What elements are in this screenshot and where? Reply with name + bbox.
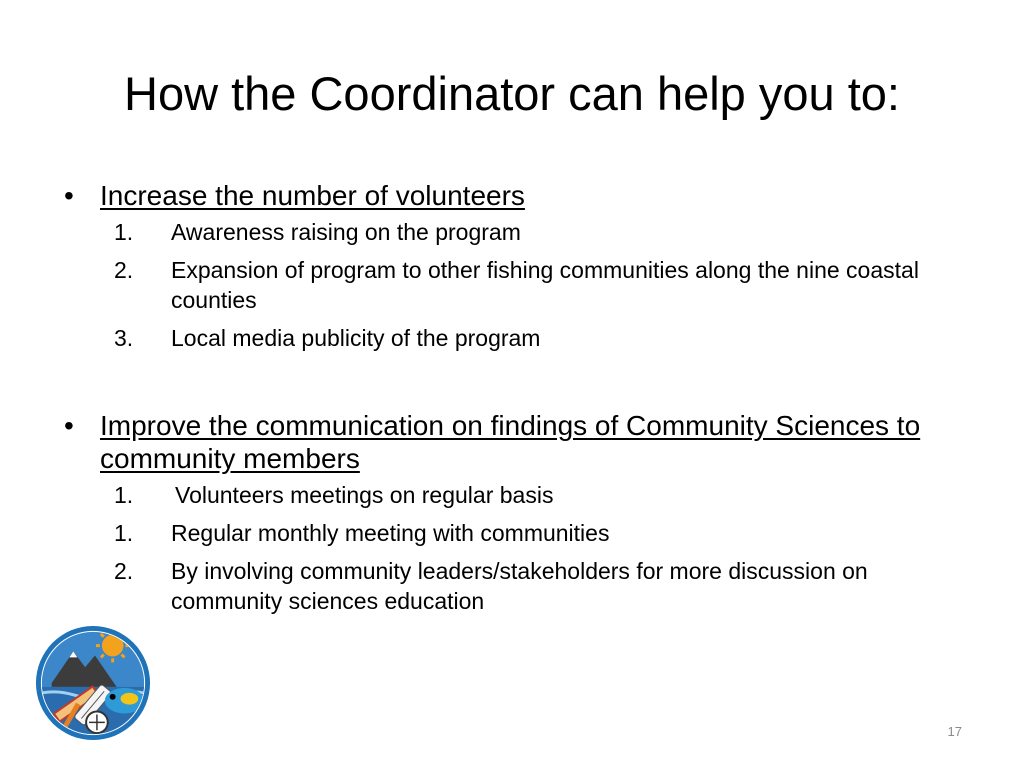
community-science-badge-icon	[34, 624, 152, 742]
page-number: 17	[947, 724, 962, 739]
list-text: Expansion of program to other fishing communities along the nine coastal counties	[171, 257, 919, 313]
bullet-heading: Improve the communication on findings of Community Sciences to community members	[100, 410, 921, 474]
bullet-item	[64, 409, 964, 475]
list-number: 1.	[114, 520, 134, 546]
list-item	[114, 556, 964, 616]
list-number: 2.	[114, 558, 134, 584]
list-number: 1.	[114, 219, 134, 245]
bullet-item	[64, 179, 964, 212]
list-text: Regular monthly meeting with communities	[171, 520, 610, 546]
numbered-list	[114, 480, 964, 616]
list-text: By involving community leaders/stakeholders for more discussion on community sciences education	[171, 558, 868, 614]
list-item	[114, 217, 964, 247]
list-text: Local media publicity of the program	[171, 325, 541, 351]
list-text: Volunteers meetings on regular basis	[175, 482, 554, 508]
list-number: 3.	[114, 325, 134, 351]
list-item	[114, 255, 964, 315]
list-item	[114, 323, 964, 353]
bullet-heading: Increase the number of volunteers	[100, 180, 525, 211]
numbered-list	[114, 217, 964, 353]
bullet-glyph: •	[64, 410, 74, 441]
list-text: Awareness raising on the program	[171, 219, 521, 245]
bullet-section-volunteers	[64, 179, 964, 361]
list-item	[114, 480, 964, 510]
list-item	[114, 518, 964, 548]
list-number: 2.	[114, 257, 134, 283]
bullet-section-communication	[64, 409, 964, 624]
bullet-glyph: •	[64, 180, 74, 211]
list-number: 1.	[114, 482, 134, 508]
slide-title: How the Coordinator can help you to:	[124, 67, 900, 120]
